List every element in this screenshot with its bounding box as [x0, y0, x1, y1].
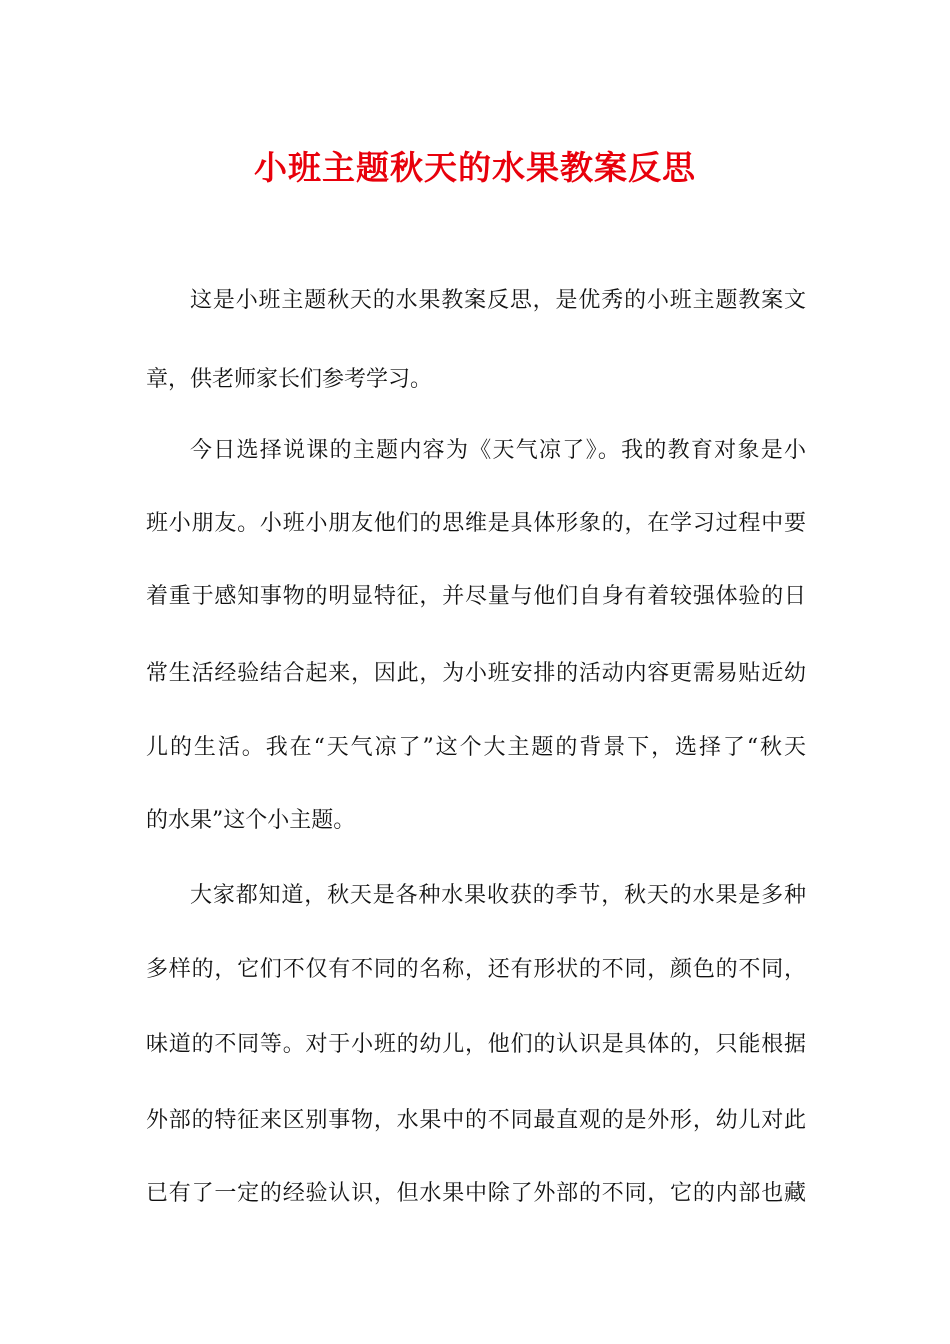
- text-line: 外部的特征来区别事物，水果中的不同最直观的是外形，幼儿对此: [146, 1108, 806, 1133]
- text-line: 已有了一定的经验认识，但水果中除了外部的不同，它的内部也藏: [146, 1181, 806, 1206]
- text-line: 这是小班主题秋天的水果教案反思，是优秀的小班主题教案文: [190, 288, 806, 313]
- text-line: 儿的生活。我在“天气凉了”这个大主题的背景下，选择了“秋天: [146, 735, 806, 760]
- text-line: 的水果”这个小主题。: [146, 808, 356, 833]
- text-line: 今日选择说课的主题内容为《天气凉了》。我的教育对象是小: [190, 438, 806, 463]
- text-line: 常生活经验结合起来，因此，为小班安排的活动内容更需易贴近幼: [146, 661, 806, 686]
- text-line: 味道的不同等。对于小班的幼儿，他们的认识是具体的，只能根据: [146, 1032, 806, 1057]
- text-line: 章，供老师家长们参考学习。: [146, 367, 433, 392]
- text-line: 多样的，它们不仅有不同的名称，还有形状的不同，颜色的不同，: [146, 957, 806, 982]
- text-line: 大家都知道，秋天是各种水果收获的季节，秋天的水果是多种: [190, 883, 806, 908]
- document-title: 小班主题秋天的水果教案反思: [254, 148, 696, 187]
- text-line: 班小朋友。小班小朋友他们的思维是具体形象的，在学习过程中要: [146, 511, 806, 536]
- text-line: 着重于感知事物的明显特征，并尽量与他们自身有着较强体验的日: [146, 584, 806, 609]
